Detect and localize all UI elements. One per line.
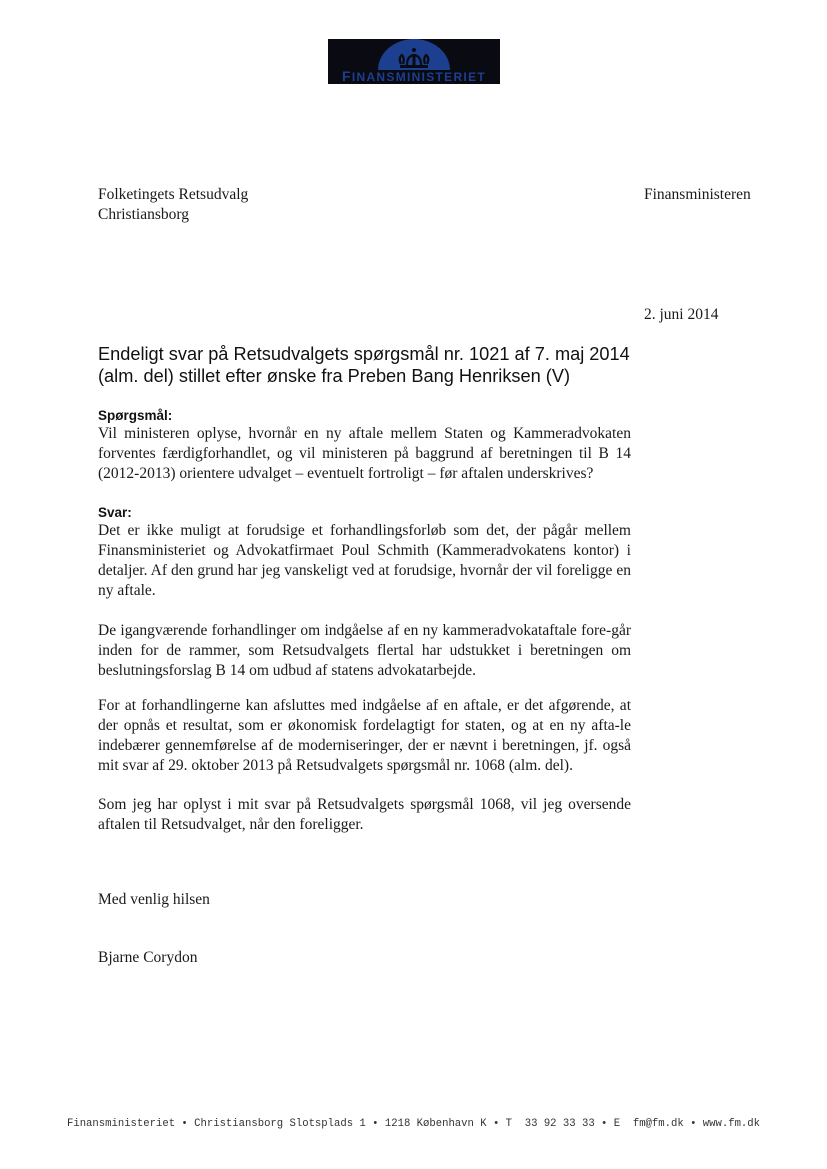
recipient-name: Folketingets Retsudvalg (98, 186, 249, 203)
sender: Finansministeren (644, 186, 751, 203)
footer (0, 1118, 827, 1130)
footer-address: Christiansborg Slotsplads 1 (194, 1118, 366, 1130)
answer-paragraph-block (98, 621, 631, 681)
separator-dot: • (492, 1118, 500, 1130)
answer-paragraph: Som jeg har oplyst i mit svar på Retsudvalgets spørgsmål 1068, vil jeg oversende aftalen til Retsudvalget, når den foreligger. (98, 796, 631, 833)
separator-dot: • (372, 1118, 379, 1130)
title-line-2: (alm. del) stillet efter ønske fra Preben Bang Henriksen (V) (98, 366, 571, 386)
closing: Med venlig hilsen (98, 891, 210, 908)
letter-date: 2. juni 2014 (644, 306, 719, 323)
answer-paragraph-block (98, 795, 631, 835)
footer-postal: 1218 København K (384, 1118, 487, 1130)
question-section (98, 408, 631, 484)
letter-title (98, 343, 643, 387)
recipient-location: Christiansborg (98, 206, 189, 223)
answer-section (98, 505, 631, 601)
answer-label: Svar: (98, 505, 132, 520)
answer-paragraph: De igangværende forhandlinger om indgåelse af en ny kammeradvokataftale fore-går inden for de rammer, som Retsudvalgets flertal har udstukket i beretningen om beslutningsforslag B 14 om udbud af statens advokatarbejde. (98, 622, 631, 679)
footer-email[interactable]: fm@fm.dk (632, 1118, 684, 1130)
footer-org: Finansministeriet (66, 1118, 176, 1130)
answer-paragraph-block (98, 696, 631, 776)
answer-paragraph: For at forhandlingerne kan afsluttes med indgåelse af en aftale, er det afgørende, at der opnås et resultat, som er økonomisk fordelagtigt for staten, og at en ny afta-le indebærer gennemførelse af de moderniseringer, der er nævnt i beretningen, jf. også mit svar af 29. oktober 2013 på Retsudvalgets spørgsmål nr. 1068 (alm. del). (98, 697, 631, 774)
footer-web[interactable]: www.fm.dk (702, 1118, 760, 1130)
answer-paragraph: Det er ikke muligt at forudsige et forhandlingsforløb som det, der pågår mellem Finansministeriet og Advokatfirmaet Poul Schmith (Kammeradvokatens kontor) i detaljer. Af den grund har jeg vanskeligt ved at forudsige, hvornår der vil foreligge en ny aftale. (98, 522, 631, 599)
footer-phone-label: T (505, 1118, 513, 1130)
signature: Bjarne Corydon (98, 949, 198, 966)
footer-email-label: E (613, 1118, 621, 1130)
finansministeriet-logo (328, 39, 500, 84)
recipient-address (98, 185, 248, 225)
footer-phone: 33 92 33 33 (524, 1118, 595, 1130)
title-line-1: Endeligt svar på Retsudvalgets spørgsmål nr. 1021 af 7. maj 2014 (98, 344, 630, 364)
question-text: Vil ministeren oplyse, hvornår en ny aftale mellem Staten og Kammeradvokaten forventes færdigforhandlet, og vil ministeren på baggrund af beretningen til B 14 (2012-2013) orientere udvalget – eventuelt fortroligt – før aftalen underskrives? (98, 425, 631, 482)
separator-dot: • (690, 1118, 697, 1130)
question-label: Spørgsmål: (98, 408, 173, 423)
logo-wordmark: FINANSMINISTERIET (342, 68, 486, 84)
separator-dot: • (181, 1118, 188, 1130)
separator-dot: • (601, 1118, 608, 1130)
